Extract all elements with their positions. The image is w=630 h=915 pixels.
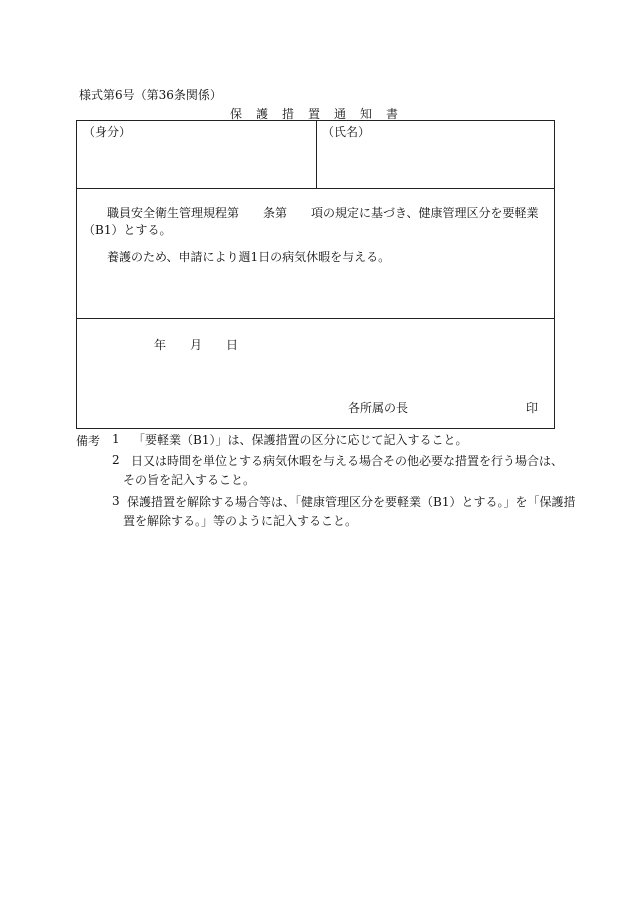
note-line: 保護措置を解除する場合等は、「健康管理区分を要軽業（B1）とする。」を「保護措 xyxy=(127,495,576,509)
body-line-2: （B1）とする。 xyxy=(83,223,172,237)
body-line-1: 職員安全衛生管理規程第 条第 項の規定に基づき、健康管理区分を要軽業 xyxy=(107,206,539,220)
date-year-label: 年 xyxy=(154,338,167,352)
issuer-title: 各所属の長 xyxy=(348,401,409,415)
note-line: 「要軽業（B1）」は、保護措置の区分に応じて記入すること。 xyxy=(133,433,468,447)
date-month-label: 月 xyxy=(190,338,203,352)
note-line: 置を解除する。」等のように記入すること。 xyxy=(123,514,358,528)
seal-mark: 印 xyxy=(526,401,539,415)
note-number: 1 xyxy=(112,432,120,446)
row-divider-1 xyxy=(77,188,554,189)
position-field-label: （身分） xyxy=(83,125,132,139)
note-number: 2 xyxy=(112,453,120,467)
body-line-3: 養護のため、申請により週1日の病気休暇を与える。 xyxy=(107,250,391,264)
note-number: 3 xyxy=(112,494,120,508)
date-day-label: 日 xyxy=(226,338,239,352)
row-divider-2 xyxy=(77,318,554,319)
note-line: 日又は時間を単位とする病気休暇を与える場合その他必要な措置を行う場合は、 xyxy=(131,454,564,468)
name-field-label: （氏名） xyxy=(322,125,371,139)
document-title: 保護措置通知書 xyxy=(229,107,412,121)
form-number-label: 様式第6号（第36条関係） xyxy=(79,88,222,102)
name-field[interactable] xyxy=(317,141,554,187)
note-line: その旨を記入すること。 xyxy=(123,473,256,487)
notes-label: 備考 xyxy=(76,434,101,448)
position-field[interactable] xyxy=(77,141,315,187)
form-frame xyxy=(76,120,555,429)
